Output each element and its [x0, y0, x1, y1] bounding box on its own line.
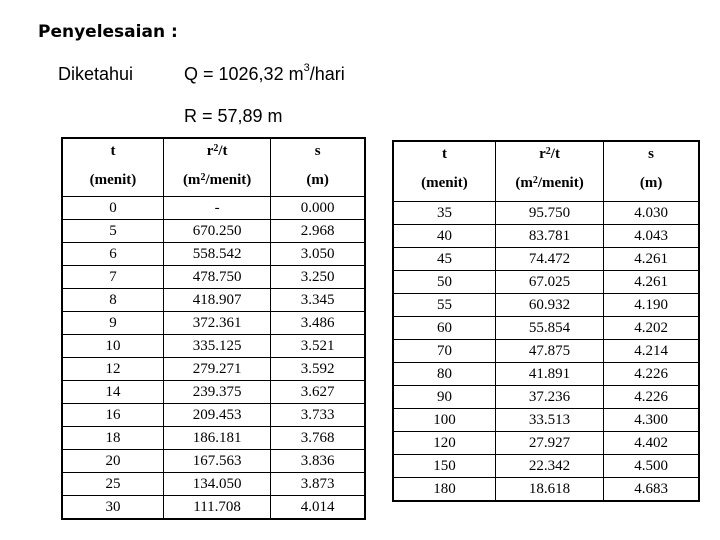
cell-s: 4.014	[271, 495, 365, 519]
cell-t: 50	[393, 270, 495, 293]
given-q-prefix: Q = 1026,32 m	[184, 64, 304, 84]
cell-r2t: 22.342	[495, 454, 603, 477]
cell-s: 4.683	[604, 477, 699, 501]
cell-r2t: 27.927	[495, 431, 603, 454]
data-table-right	[392, 140, 700, 502]
table-row	[62, 311, 365, 334]
cell-s: 3.345	[271, 288, 365, 311]
cell-s: 4.202	[604, 316, 699, 339]
cell-r2t: 74.472	[495, 247, 603, 270]
cell-r2t: 558.542	[163, 242, 270, 265]
table-row	[62, 426, 365, 449]
header-t-symbol: t	[441, 146, 447, 162]
header-r2t	[495, 141, 603, 201]
cell-r2t: 134.050	[163, 472, 270, 495]
cell-r2t: 167.563	[163, 449, 270, 472]
cell-s: 0.000	[271, 196, 365, 219]
header-r2t-unit: $(m^2/menit)$	[515, 175, 584, 191]
header-t	[62, 138, 163, 196]
cell-r2t: 372.361	[163, 311, 270, 334]
table-row	[393, 316, 699, 339]
table-row	[393, 270, 699, 293]
header-s-symbol: s	[314, 143, 321, 159]
cell-t: 70	[393, 339, 495, 362]
cell-t: 60	[393, 316, 495, 339]
cell-r2t: 186.181	[163, 426, 270, 449]
header-s	[604, 141, 699, 201]
cell-t: 80	[393, 362, 495, 385]
cell-t: 16	[62, 403, 163, 426]
cell-r2t: -	[163, 196, 270, 219]
table-row	[62, 495, 365, 519]
header-r2t-symbol: $r^2/t$	[539, 146, 560, 162]
cell-s: 4.226	[604, 385, 699, 408]
header-t-unit: (menit)	[421, 175, 468, 191]
cell-s: 4.190	[604, 293, 699, 316]
cell-s: 3.486	[271, 311, 365, 334]
cell-s: 3.627	[271, 380, 365, 403]
cell-t: 35	[393, 201, 495, 224]
cell-t: 40	[393, 224, 495, 247]
table-row	[393, 431, 699, 454]
cell-s: 4.500	[604, 454, 699, 477]
cell-s: 3.873	[271, 472, 365, 495]
cell-s: 4.261	[604, 270, 699, 293]
cell-t: 120	[393, 431, 495, 454]
cell-s: 3.250	[271, 265, 365, 288]
given-label: Diketahui	[58, 64, 134, 84]
header-r2t-symbol: $r^2/t$	[206, 143, 228, 159]
cell-r2t: 95.750	[495, 201, 603, 224]
cell-t: 14	[62, 380, 163, 403]
cell-s: 3.768	[271, 426, 365, 449]
table-row	[393, 385, 699, 408]
table-row	[393, 224, 699, 247]
cell-s: 4.030	[604, 201, 699, 224]
header-t-symbol: t	[110, 143, 116, 159]
header-t-unit: (menit)	[89, 172, 137, 188]
cell-s: 3.521	[271, 334, 365, 357]
header-t	[393, 141, 495, 201]
cell-r2t: 418.907	[163, 288, 270, 311]
cell-t: 0	[62, 196, 163, 219]
cell-s: 3.592	[271, 357, 365, 380]
cell-s: 4.402	[604, 431, 699, 454]
cell-r2t: 279.271	[163, 357, 270, 380]
table-row	[62, 196, 365, 219]
given-radius: R = 57,89 m	[184, 106, 283, 126]
cell-r2t: 209.453	[163, 403, 270, 426]
table-header-row	[393, 141, 699, 201]
cell-s: 3.733	[271, 403, 365, 426]
cell-t: 100	[393, 408, 495, 431]
table-row	[62, 449, 365, 472]
cell-r2t: 18.618	[495, 477, 603, 501]
table-row	[62, 242, 365, 265]
cell-r2t: 478.750	[163, 265, 270, 288]
cell-t: 7	[62, 265, 163, 288]
cell-t: 9	[62, 311, 163, 334]
cell-t: 8	[62, 288, 163, 311]
table-header-row	[62, 138, 365, 196]
page-heading: Penyelesaian :	[38, 22, 178, 42]
cell-s: 4.214	[604, 339, 699, 362]
table-row	[393, 362, 699, 385]
cell-t: 55	[393, 293, 495, 316]
table-row	[393, 293, 699, 316]
table-row	[393, 339, 699, 362]
table-row	[62, 265, 365, 288]
given-q-suffix: /hari	[309, 64, 345, 84]
cell-t: 150	[393, 454, 495, 477]
table-row	[393, 408, 699, 431]
table-row	[62, 219, 365, 242]
cell-r2t: 670.250	[163, 219, 270, 242]
cell-r2t: 335.125	[163, 334, 270, 357]
cell-t: 90	[393, 385, 495, 408]
cell-t: 45	[393, 247, 495, 270]
cell-t: 10	[62, 334, 163, 357]
cell-t: 5	[62, 219, 163, 242]
cell-t: 12	[62, 357, 163, 380]
cell-r2t: 60.932	[495, 293, 603, 316]
cell-r2t: 41.891	[495, 362, 603, 385]
cell-s: 4.043	[604, 224, 699, 247]
table-row	[62, 288, 365, 311]
cell-s: 4.261	[604, 247, 699, 270]
table-row	[62, 357, 365, 380]
cell-s: 3.050	[271, 242, 365, 265]
table-row	[62, 380, 365, 403]
header-s-unit: (m)	[306, 172, 329, 188]
cell-t: 18	[62, 426, 163, 449]
cell-t: 20	[62, 449, 163, 472]
cell-t: 180	[393, 477, 495, 501]
cell-t: 30	[62, 495, 163, 519]
cell-r2t: 55.854	[495, 316, 603, 339]
cell-s: 3.836	[271, 449, 365, 472]
table-row	[62, 334, 365, 357]
data-table-left	[61, 137, 366, 520]
table-row	[393, 454, 699, 477]
table-row	[62, 472, 365, 495]
given-discharge	[184, 64, 345, 85]
table-row	[393, 477, 699, 501]
header-s	[271, 138, 365, 196]
header-r2t-unit: $(m^2/menit)$	[182, 172, 252, 188]
cell-t: 6	[62, 242, 163, 265]
cell-r2t: 37.236	[495, 385, 603, 408]
cell-t: 25	[62, 472, 163, 495]
cell-s: 4.300	[604, 408, 699, 431]
cell-s: 2.968	[271, 219, 365, 242]
cell-s: 4.226	[604, 362, 699, 385]
header-s-symbol: s	[648, 146, 654, 162]
table-row	[393, 201, 699, 224]
given-q-exponent: 3	[303, 62, 310, 74]
cell-r2t: 33.513	[495, 408, 603, 431]
header-s-unit: (m)	[639, 175, 663, 191]
table-row	[393, 247, 699, 270]
cell-r2t: 83.781	[495, 224, 603, 247]
table-row	[62, 403, 365, 426]
cell-r2t: 239.375	[163, 380, 270, 403]
header-r2t	[163, 138, 270, 196]
cell-r2t: 67.025	[495, 270, 603, 293]
cell-r2t: 47.875	[495, 339, 603, 362]
cell-r2t: 111.708	[163, 495, 270, 519]
